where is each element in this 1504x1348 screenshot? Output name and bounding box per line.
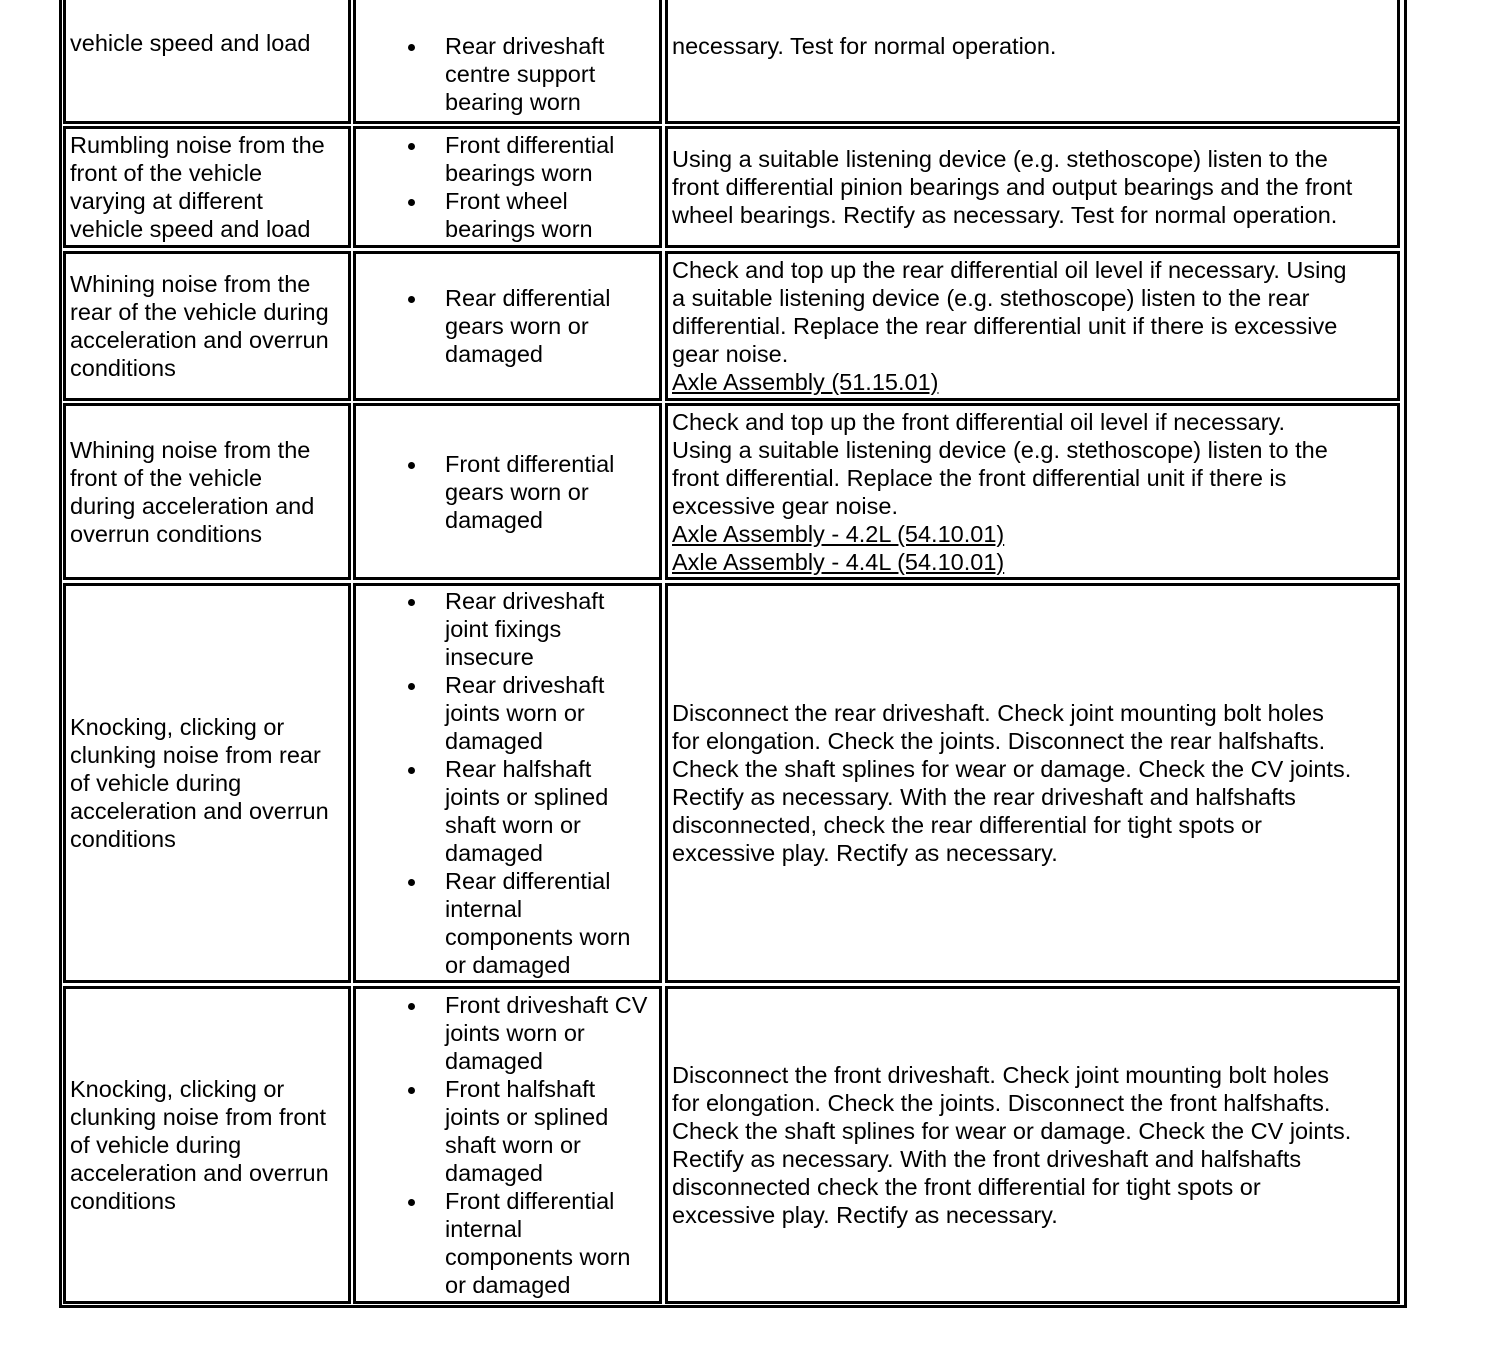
axle-assembly-4-2l-link[interactable]: Axle Assembly - 4.2L (54.10.01) [672, 520, 1005, 547]
action-cell [665, 0, 1400, 124]
causes-cell [353, 986, 662, 1304]
cause-item: Rear driveshaft joint fixings insecure [445, 587, 631, 671]
symptom-text: Whining noise from the front of the vehicle during acceleration and overrun conditions [70, 436, 315, 547]
cause-item: Front differential bearings worn [445, 132, 615, 186]
symptom-text: Knocking, clicking or clunking noise from front of vehicle during acceleration and overrun conditions [70, 1076, 329, 1214]
action-text: Using a suitable listening device (e.g. stethoscope) listen to the front differential pinion bearings and output bearings and the front wheel bearings. Rectify as necessary. Test for normal operation. [672, 146, 1353, 228]
cause-item: Front wheel bearings worn [445, 187, 614, 243]
action-text: Check and top up the rear differential oil level if necessary. Using a suitable listening device (e.g. stethoscope) listen to the rear differential. Replace the rear differential unit if there is excessive gear noise. [672, 257, 1347, 367]
cause-item: Rear differential gears worn or damaged [445, 285, 611, 367]
cause-item: Front halfshaft joints or splined shaft worn or damaged [445, 1075, 647, 1187]
action-text: Check and top up the front differential oil level if necessary. Using a suitable listening device (e.g. stethoscope) listen to the front differential. Replace the front differential unit if there is excessive gear noise. [672, 408, 1328, 519]
action-cell [665, 251, 1400, 401]
causes-list [356, 450, 614, 534]
symptom-text: Whining noise from the rear of the vehicle during acceleration and overrun conditions [70, 271, 329, 381]
causes-cell [353, 126, 662, 248]
causes-cell [353, 251, 662, 401]
action-text: necessary. Test for normal operation. [672, 33, 1057, 59]
symptom-cell [63, 126, 351, 248]
action-cell [665, 126, 1400, 248]
cause-item: Rear driveshaft centre support bearing worn [445, 33, 605, 115]
symptom-cell [63, 0, 351, 124]
causes-list [356, 0, 604, 116]
causes-cell [353, 0, 662, 124]
causes-list [356, 284, 610, 368]
causes-list [356, 991, 647, 1299]
action-text: Disconnect the front driveshaft. Check joint mounting bolt holes for elongation. Check the joints. Disconnect the front halfshafts. Check the shaft splines for wear or damage. Check the CV joints. Rectify as necessary. With the front driveshaft and halfshafts disconnected check the front differential for tight spots or excessive play. Rectify as necessary. [672, 1062, 1352, 1228]
causes-list [356, 131, 614, 243]
symptom-text: Rumbling noise from the front of the vehicle varying at different vehicle speed and load [70, 132, 325, 242]
cause-item: Rear driveshaft joints worn or damaged [445, 671, 631, 755]
symptom-text: Knocking, clicking or clunking noise from rear of vehicle during acceleration and overrun conditions [70, 714, 329, 852]
symptom-cell [63, 583, 351, 983]
cause-item: Front differential gears worn or damaged [445, 450, 615, 533]
action-text: Disconnect the rear driveshaft. Check joint mounting bolt holes for elongation. Check the joints. Disconnect the rear halfshafts. Check the shaft splines for wear or damage. Check the CV joints. Rectify as necessary. With the rear driveshaft and halfshafts disconnected, check the rear differential for tight spots or excessive play. Rectify as necessary. [672, 700, 1352, 866]
axle-assembly-4-4l-link[interactable]: Axle Assembly - 4.4L (54.10.01) [672, 548, 1005, 575]
symptom-cell [63, 403, 351, 580]
causes-cell [353, 403, 662, 580]
symptom-cell [63, 251, 351, 401]
cause-item: Rear halfshaft joints or splined shaft worn or damaged [445, 755, 631, 867]
causes-cell [353, 583, 662, 983]
action-cell [665, 583, 1400, 983]
action-cell [665, 986, 1400, 1304]
causes-list [356, 587, 631, 979]
axle-assembly-link[interactable]: Axle Assembly (51.15.01) [672, 369, 939, 395]
symptom-text: vehicle speed and load [70, 30, 311, 56]
action-cell [665, 403, 1400, 580]
cause-item: Rear differential internal components worn or damaged [445, 868, 631, 978]
cause-item: Front differential internal components worn or damaged [445, 1187, 647, 1299]
symptom-cell [63, 986, 351, 1304]
cause-item: Front driveshaft CV joints worn or damaged [445, 992, 648, 1074]
